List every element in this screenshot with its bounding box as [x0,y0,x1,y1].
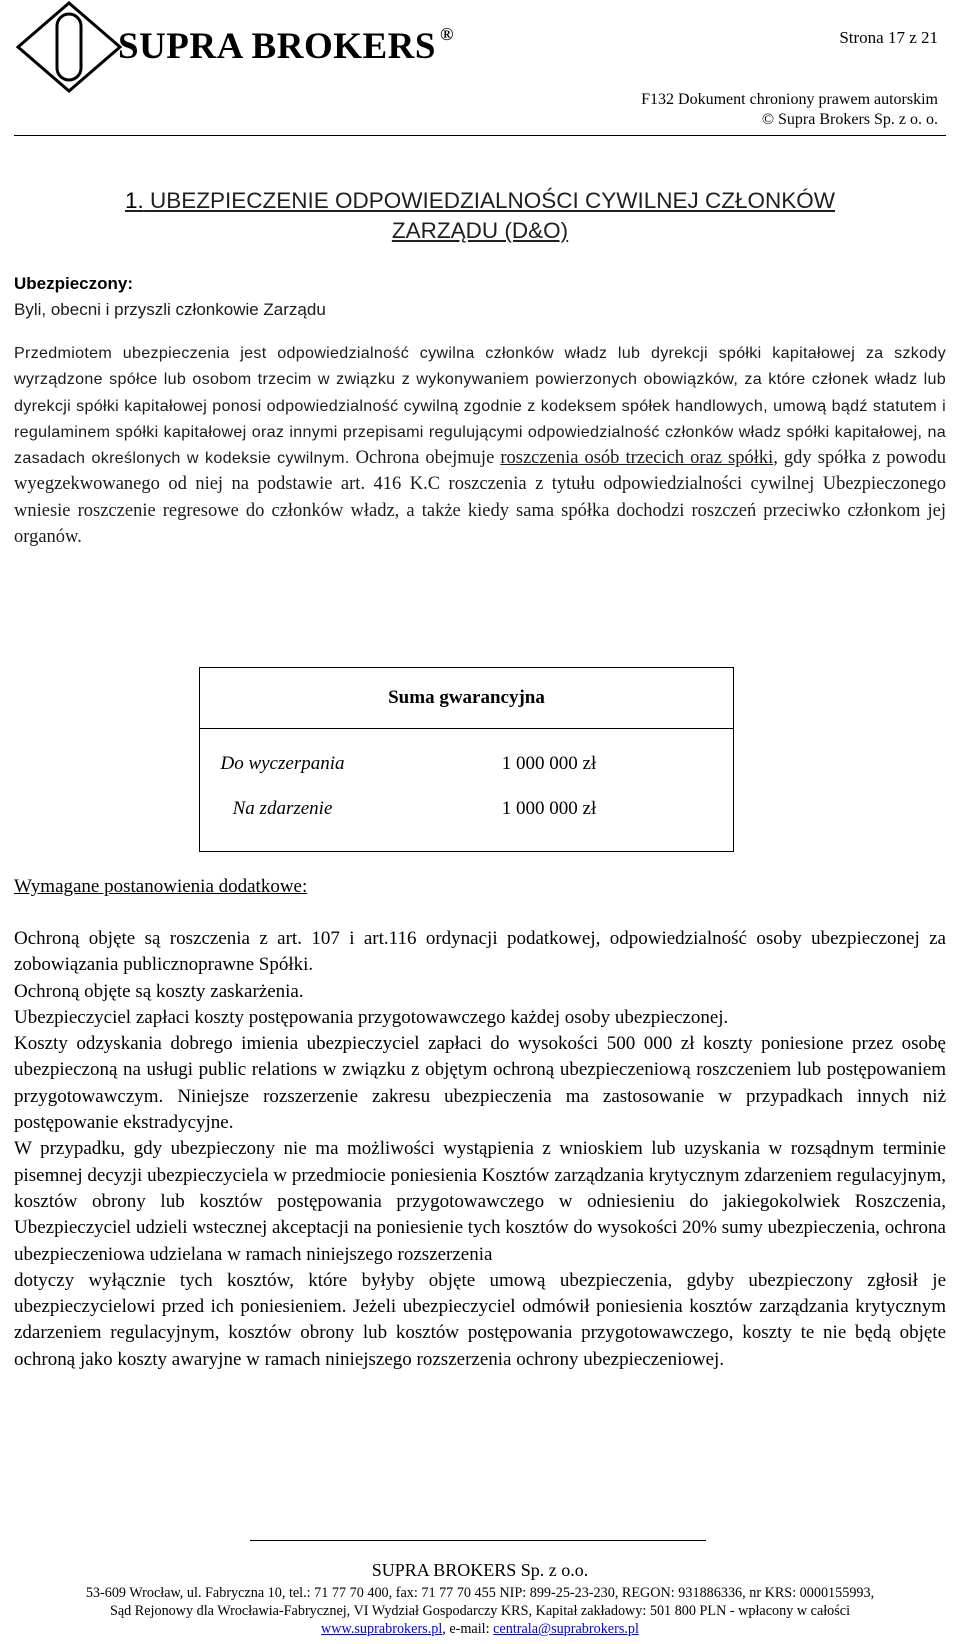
email-prefix: , e-mail: [442,1621,494,1637]
section-title [14,186,946,246]
website-link[interactable]: www.suprabrokers.pl [321,1621,443,1637]
sum-insured-table [199,667,734,852]
footer-contact [0,1621,960,1638]
additional-provisions-label: Wymagane postanowienia dodatkowe: [14,876,308,897]
provision-emergency-costs: dotyczy wyłącznie tych kosztów, które byłyby objęte umową ubezpieczenia, gdyby ubezpieczony zgłosił je ubezpieczycielowi przed ich poniesieniem. Jeżeli ubezpieczyciel odmówił poniesienia kosztów zarządzania krytycznym zdarzeniem regulacyjnym, kosztów obrony lub kosztów postępowania przygotowawczego, koszty te nie będą objęte ochroną jako koszty awaryjne w ramach niniejszego rozszerzenia ochrony ubezpieczeniowej. [14,1269,946,1370]
coverage-lead: Przedmiotem ubezpieczenia jest odpowiedzialność cywilna członków władz lub dyrekcji spółki kapitałowej za szkody wyrządzone spółce lub osobom trzecim w związku z wykonywaniem powierzonych obowiązków, za które członek władz lub dyrekcji spółki kapitałowej ponosi odpowiedzialność cywilną zgodnie z kodeksem spółek handlowych, umową bądź statutem i regulaminem spółki kapitałowej oraz innymi przepisami regulującymi odpowiedzialność członków władz spółki kapitałowej, na zasadach określonych w kodeksie cywilnym. [14,344,946,468]
page-number: Strona 17 z 21 [839,28,938,47]
row-label: Do wyczerpania [200,729,366,793]
footer-company: SUPRA BROKERS Sp. z o.o. [371,1560,589,1580]
table-row [200,792,734,852]
coverage-underlined: roszczenia osób trzecich oraz spółki [500,448,774,469]
additional-provisions [14,926,946,1373]
footer-divider [250,1540,706,1541]
registered-mark: ® [439,24,454,44]
table-row [200,729,734,793]
insured-label: Ubezpieczony: [14,274,134,293]
section-number: 1. [124,188,144,213]
sum-insured-header: Suma gwarancyjna [200,668,734,729]
provision-retroactive: W przypadku, gdy ubezpieczony nie ma możliwości wystąpienia z wnioskiem lub uzyskania w rozsądnym terminie pisemnej decyzji ubezpieczyciela w przedmiocie poniesienia Kosztów zarządzania krytycznym zdarzeniem regulacyjnym, kosztów obrony lub kosztów postępowania przygotowawczego w odniesieniu do jakiegokolwiek Roszczenia, Ubezpieczyciel udzieli wstecznej akceptacji na poniesienie tych kosztów do wysokości 20% sumy ubezpieczenia, ochrona ubezpieczeniowa udzielana w ramach niniejszego rozszerzenia [14,1138,946,1265]
row-label: Na zdarzenie [200,792,366,852]
header-divider [14,135,946,136]
provision-preparatory: Ubezpieczyciel zapłaci koszty postępowania przygotowawczego każdej osoby ubezpieczonej. [14,1006,729,1028]
insured-value: Byli, obecni i przyszli członkowie Zarządu [14,300,326,319]
brand-name: SUPRA BROKERS ® [118,24,454,67]
document-notice-line2: © Supra Brokers Sp. z o. o. [761,111,938,128]
email-link[interactable]: centrala@suprabrokers.pl [493,1621,639,1637]
coverage-paragraph [14,340,946,550]
row-value: 1 000 000 zł [365,729,734,793]
provision-tax: Ochroną objęte są roszczenia z art. 107 i art.116 ordynacji podatkowej, odpowiedzialność osoby ubezpieczonej za zobowiązania publicznoprawne Spółki. [14,928,946,976]
provision-reputation: Koszty odzyskania dobrego imienia ubezpieczyciel zapłaci do wysokości 500 000 zł koszty poniesione przez osobę ubezpieczoną na usługi public relations w związku z objętym ochroną ubezpieczeniową roszczeniem lub postępowaniem przygotowawczym. Niniejsze rozszerzenie zakresu ubezpieczenia ma zastosowanie w przypadkach innych niż postępowanie ekstradycyjne. [14,1033,946,1134]
footer-address: 53-609 Wrocław, ul. Fabryczna 10, tel.: 71 77 70 400, fax: 71 77 70 455 NIP: 899-25-23-230, REGON: 931886336, nr KRS: 0000155993, [85,1585,875,1601]
document-notice [641,90,938,130]
footer-court: Sąd Rejonowy dla Wrocławia-Fabrycznej, VI Wydział Gospodarczy KRS, Kapitał zakładowy: 501 800 PLN - wpłacony w całości [109,1603,851,1619]
provision-appeal: Ochroną objęte są koszty zaskarżenia. [14,980,304,1002]
section-title-line2: ZARZĄDU (D&O) [391,218,569,243]
supra-brokers-logo-icon [14,0,124,95]
row-value: 1 000 000 zł [365,792,734,852]
section-title-line1: UBEZPIECZENIE ODPOWIEDZIALNOŚCI CYWILNEJ CZŁONKÓW [149,188,836,213]
coverage-scope: Ochrona obejmuje roszczenia osób trzecich oraz spółki, gdy spółka z powodu wyegzekwowanego od niej na podstawie art. 416 K.C roszczenia z tytułu odpowiedzialności cywilnej Ubezpieczonego wniesie roszczenie regresowe do członków władz, a także kiedy sama spółka dochodzi roszczeń przeciwko członkom jej organów. [14,448,946,548]
document-notice-line1: F132 Dokument chroniony prawem autorskim [641,91,938,108]
